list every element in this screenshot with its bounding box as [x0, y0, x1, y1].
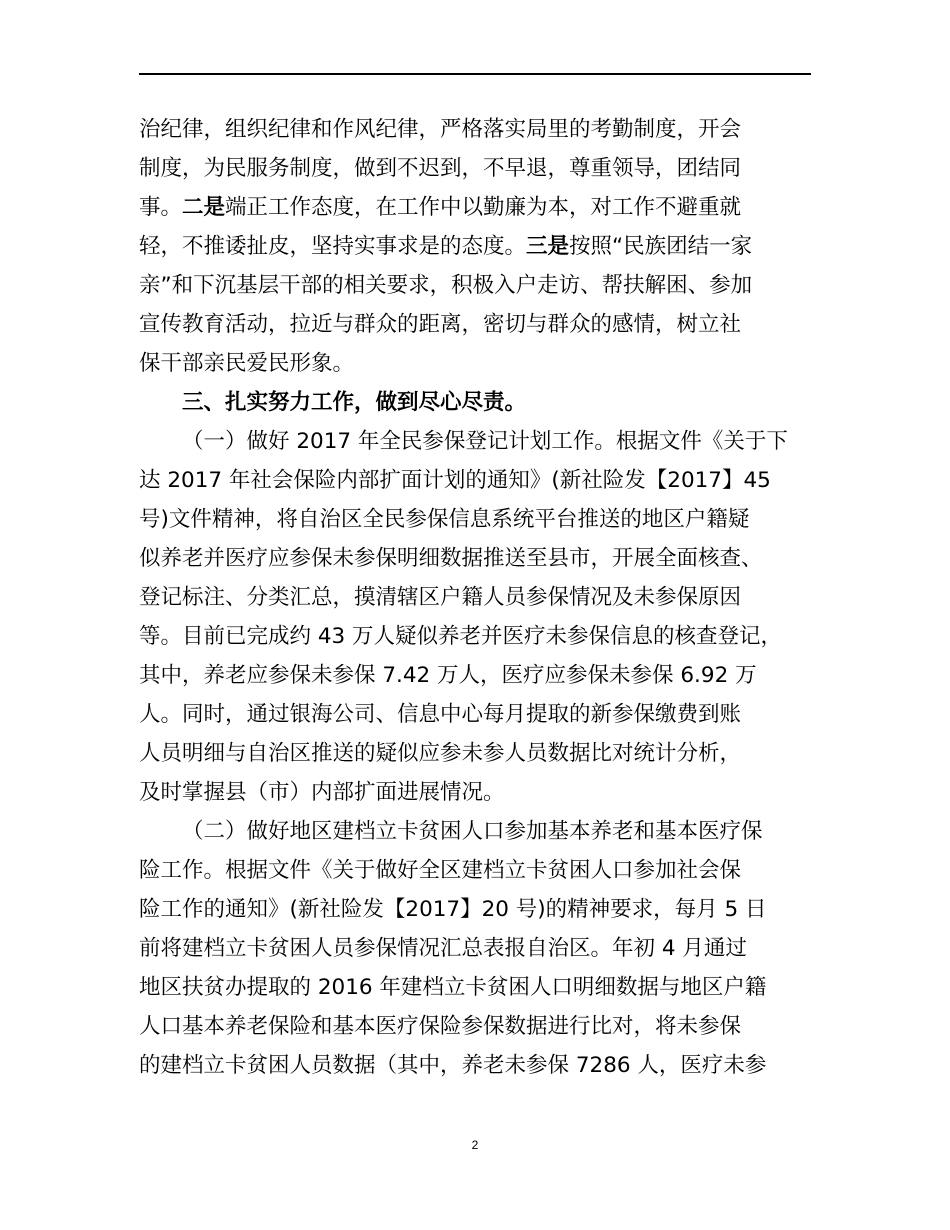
text-segment: 端正工作态度，在工作中以勤廉为本，对工作不避重就: [225, 195, 742, 220]
text-line: [139, 773, 819, 812]
text-line: [139, 656, 819, 695]
text-segment: 的建档立卡贫困人员数据（其中，养老未参保 7286 人，医疗未参: [139, 1053, 767, 1078]
text-segment: 号)文件精神，将自治区全民参保信息系统平台推送的地区户籍疑: [139, 507, 750, 532]
text-segment: 治纪律，组织纪律和作风纪律，严格落实局里的考勤制度，开会: [139, 117, 742, 142]
text-line: [139, 461, 819, 500]
text-segment: 人口基本养老保险和基本医疗保险参保数据进行比对，将未参保: [139, 1014, 742, 1039]
text-line: [139, 149, 819, 188]
text-segment: 人。同时，通过银海公司、信息中心每月提取的新参保缴费到账: [139, 702, 742, 727]
text-segment: 制度，为民服务制度，做到不迟到，不早退，尊重领导，团结同: [139, 156, 742, 181]
text-line: [139, 266, 819, 305]
text-line: [139, 1007, 819, 1046]
text-line: [139, 617, 819, 656]
text-segment: 事。: [139, 195, 183, 220]
header-rule: [139, 73, 811, 75]
section-heading: [139, 383, 819, 422]
text-segment: 前将建档立卡贫困人员参保情况汇总表报自治区。年初 4 月通过: [139, 936, 747, 961]
text-line: [139, 890, 819, 929]
text-segment: 保干部亲民爱民形象。: [139, 351, 355, 376]
text-line: [139, 500, 819, 539]
text-segment: 险工作。根据文件《关于做好全区建档立卡贫困人口参加社会保: [139, 858, 742, 883]
text-line: [139, 422, 819, 461]
text-line: [139, 812, 819, 851]
text-segment: 其中，养老应参保未参保 7.42 万人，医疗应参保未参保 6.92 万: [139, 663, 757, 688]
text-segment: 三、扎实努力工作，做到尽心尽责。: [182, 390, 527, 415]
text-segment: 达 2017 年社会保险内部扩面计划的通知》(新社险发【2017】45: [139, 468, 771, 493]
text-segment: 险工作的通知》(新社险发【2017】20 号)的精神要求，每月 5 日: [139, 897, 767, 922]
text-segment: 似养老并医疗应参保未参保明细数据推送至县市，开展全面核查、: [139, 546, 763, 571]
text-segment: 人员明细与自治区推送的疑似应参未参人员数据比对统计分析，: [139, 741, 742, 766]
text-line: [139, 968, 819, 1007]
document-body: [139, 110, 819, 1085]
text-segment: 按照“民族团结一家: [569, 234, 753, 259]
text-line: [139, 188, 819, 227]
text-line: [139, 344, 819, 383]
text-segment: 登记标注、分类汇总，摸清辖区户籍人员参保情况及未参保原因: [139, 585, 742, 610]
text-line: [139, 734, 819, 773]
text-line: [139, 695, 819, 734]
text-line: [139, 539, 819, 578]
text-line: [139, 578, 819, 617]
text-segment: 及时掌握县（市）内部扩面进展情况。: [139, 780, 505, 805]
text-line: [139, 227, 819, 266]
text-segment: 地区扶贫办提取的 2016 年建档立卡贫困人口明细数据与地区户籍: [139, 975, 767, 1000]
text-segment: （一）做好 2017 年全民参保登记计划工作。根据文件《关于下: [182, 429, 788, 454]
text-line: [139, 851, 819, 890]
emphasis-text: 二是: [182, 195, 226, 220]
text-segment: 轻，不推诿扯皮，坚持实事求是的态度。: [139, 234, 527, 259]
text-segment: （二）做好地区建档立卡贫困人口参加基本养老和基本医疗保: [182, 819, 763, 844]
emphasis-text: 三是: [526, 234, 570, 259]
text-segment: 亲”和下沉基层干部的相关要求，积极入户走访、帮扶解困、参加: [139, 273, 753, 298]
text-line: [139, 110, 819, 149]
text-line: [139, 929, 819, 968]
text-segment: 宣传教育活动，拉近与群众的距离，密切与群众的感情，树立社: [139, 312, 742, 337]
text-line: [139, 305, 819, 344]
text-segment: 等。目前已完成约 43 万人疑似养老并医疗未参保信息的核查登记，: [139, 624, 783, 649]
text-line: [139, 1046, 819, 1085]
page-number: 2: [471, 1138, 479, 1152]
